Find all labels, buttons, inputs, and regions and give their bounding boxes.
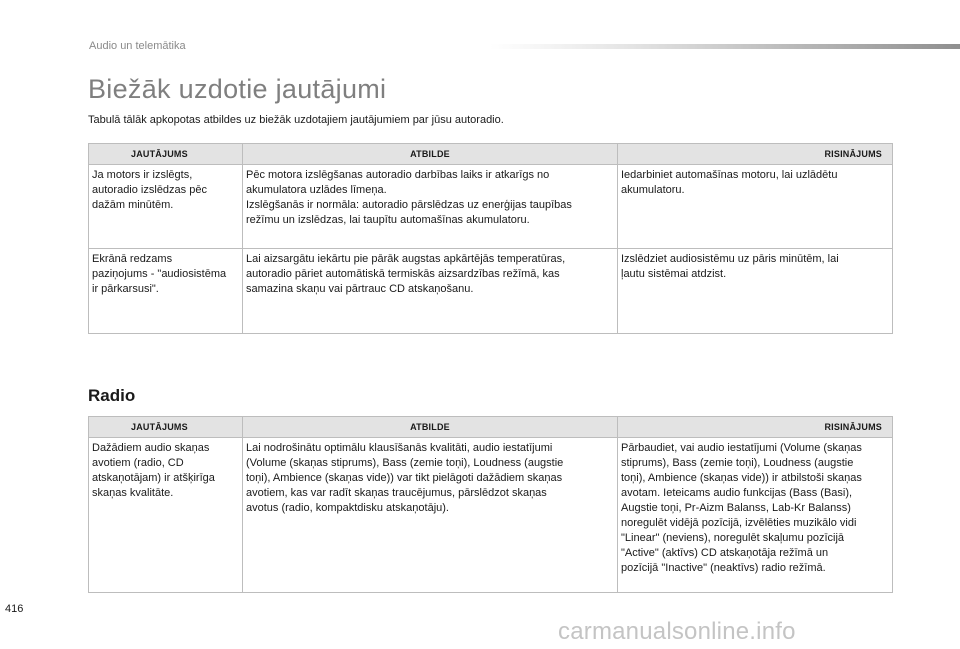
question-cell: Ja motors ir izslēgts, autoradio izslēdzas pēc dažām minūtēm. [89, 165, 243, 249]
page-number: 416 [5, 603, 24, 615]
intro-text: Tabulā tālāk apkopotas atbildes uz biežāk uzdotajiem jautājumiem par jūsu autoradio. [88, 114, 504, 126]
answer-cell: Lai nodrošinātu optimālu klausīšanās kvalitāti, audio iestatījumi (Volume (skaņas stiprums), Bass (zemie toņi), Loudness (augstie toņi), Ambience (skaņas vide)) var tikt pielāgoti dažādiem skaņas avotiem, kas var radīt skaņas traucējumus, pārslēdzot skaņas avotus (radio, kompaktdisku atskaņotāju). [243, 438, 618, 593]
radio-faq-table [88, 416, 893, 593]
solution-cell: Izslēdziet audiosistēmu uz pāris minūtēm, lai ļautu sistēmai atdzist. [618, 249, 893, 334]
table-row [89, 165, 893, 249]
radio-heading: Radio [88, 386, 136, 405]
header-answer: ATBILDE [243, 144, 618, 165]
header-gradient-bar [490, 44, 960, 49]
answer-cell: Lai aizsargātu iekārtu pie pārāk augstas apkārtējās temperatūras, autoradio pāriet automātiskā termiskās aizsardzības režīmā, kas samazina skaņu vai pārtrauc CD atskaņošanu. [243, 249, 618, 334]
table-header-row [89, 144, 893, 165]
solution-cell: Iedarbiniet automašīnas motoru, lai uzlādētu akumulatoru. [618, 165, 893, 249]
section-label: Audio un telemātika [89, 40, 186, 52]
watermark: carmanualsonline.info [558, 618, 796, 645]
header-solution: RISINĀJUMS [618, 417, 893, 438]
table-row [89, 249, 893, 334]
header-question: JAUTĀJUMS [89, 144, 243, 165]
table-header-row [89, 417, 893, 438]
answer-cell: Pēc motora izslēgšanas autoradio darbības laiks ir atkarīgs no akumulatora uzlādes līmeņa. Izslēgšanās ir normāla: autoradio pārslēdzas uz enerģijas taupības režīmu un izslēdzas, lai taupītu automašīnas akumulatoru. [243, 165, 618, 249]
page-title: Biežāk uzdotie jautājumi [88, 74, 387, 104]
solution-cell: Pārbaudiet, vai audio iestatījumi (Volume (skaņas stiprums), Bass (zemie toņi), Loudness (augstie toņi), Ambience (skaņas vide)) ir atbilstoši skaņas avotam. Ieteicams audio funkcijas (Bass (Basi), Augstie toņi, Pr-Aizm Balanss, Lab-Kr Balanss) noregulēt vidējā pozīcijā, izvēlēties muzikālo vidi "Linear" (neviens), noregulēt skaļumu pozīcijā "Active" (aktīvs) CD atskaņotāja režīmā un pozīcijā "Inactive" (neaktīvs) radio režīmā. [618, 438, 893, 593]
header-solution: RISINĀJUMS [618, 144, 893, 165]
table-row [89, 438, 893, 593]
question-cell: Dažādiem audio skaņas avotiem (radio, CD atskaņotājam) ir atšķirīga skaņas kvalitāte. [89, 438, 243, 593]
header-answer: ATBILDE [243, 417, 618, 438]
question-cell: Ekrānā redzams paziņojums - "audiosistēma ir pārkarsusi". [89, 249, 243, 334]
faq-table [88, 143, 893, 334]
header-question: JAUTĀJUMS [89, 417, 243, 438]
